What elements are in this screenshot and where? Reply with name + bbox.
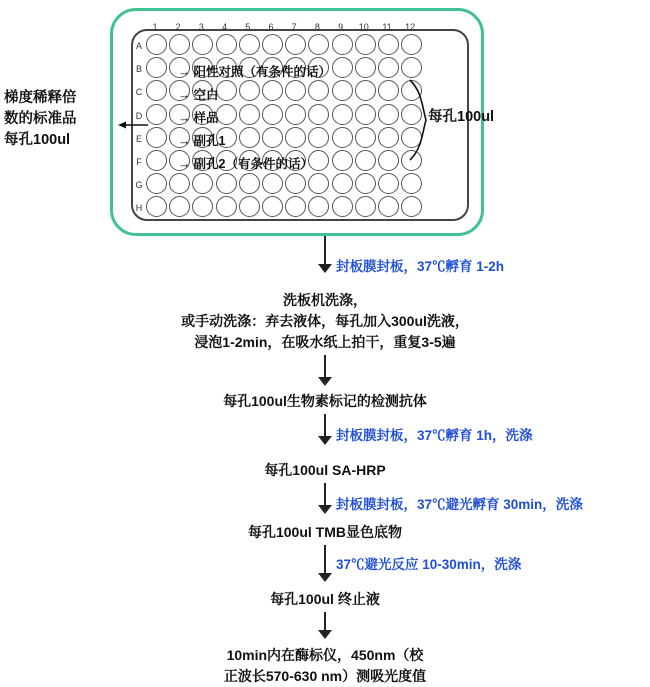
arrow-icon: → [178,111,191,125]
flow-arrow-icon [318,377,332,386]
plate-well [378,196,399,217]
plate-well [216,34,237,55]
plate-well [355,104,376,125]
plate-well [216,196,237,217]
plate-row-label: H [135,203,143,214]
plate-well [378,57,399,78]
flow-step-wash [0,290,650,353]
arrow-icon: → [178,88,191,102]
flow-step-read-absorbance-line-1: 10min内在酶标仪，450nm（校 [226,647,424,663]
plate-row-label: F [136,157,142,167]
flow-step-wash-line-1: 洗板机洗涤， [283,292,367,308]
flow-step-detection-antibody-line-1: 每孔100ul生物素标记的检测抗体 [223,393,427,409]
plate-well [332,173,353,194]
arrow-icon: → [178,65,191,79]
standards-arrow-icon [118,120,148,130]
plate-well [262,127,283,148]
standards-label-line-2: 数的标准品 [4,111,77,128]
plate-well [146,104,167,125]
plate-well [378,80,399,101]
plate-well [355,80,376,101]
plate-well [308,196,329,217]
plate-well [355,150,376,171]
plate-well [308,173,329,194]
plate-well [285,34,306,55]
plate-well [285,173,306,194]
plate-well [262,34,283,55]
plate-column-label: 8 [314,22,320,32]
flow-step-sa-hrp [0,460,650,481]
plate-well [355,34,376,55]
flow-arrow-icon [318,505,332,514]
plate-annotation-label: 副孔1 [193,134,226,148]
plate-column-label: 11 [382,22,392,32]
plate-well [401,196,422,217]
arrow-icon: → [178,134,191,148]
plate-well [308,34,329,55]
plate-well [285,104,306,125]
plate-well [192,34,213,55]
flow-arrow-icon [318,264,332,273]
flow-step-stop-solution [0,589,650,610]
standards-label-line-1: 梯度稀释倍 [4,90,77,106]
plate-well [355,127,376,148]
plate-well [146,80,167,101]
flow-step-read-absorbance [0,645,650,687]
plate-well [378,173,399,194]
arrow-icon: → [178,157,191,171]
plate-well [239,196,260,217]
plate-annotation-label: 样品 [193,111,219,125]
plate-well [308,104,329,125]
plate-well [239,127,260,148]
plate-well [378,127,399,148]
plate-well [262,80,283,101]
plate-well [401,34,422,55]
plate-well [192,196,213,217]
plate-well [355,173,376,194]
plate-well [308,80,329,101]
plate-annotation-blank [178,85,219,103]
plate-well [355,57,376,78]
flow-arrow-icon [318,573,332,582]
plate-well [332,34,353,55]
flow-step-detection-antibody [0,391,650,412]
flow-note-dark-reaction: 37℃避光反应 10-30min，洗涤 [336,557,522,572]
plate-column-label: 3 [198,22,204,32]
flow-step-wash-line-3: 浸泡1-2min，在吸水纸上拍干，重复3-5遍 [194,334,456,350]
flow-step-tmb [0,522,650,543]
plate-well [216,173,237,194]
flow-connector [324,414,326,436]
plate-well [146,34,167,55]
plate-well [262,104,283,125]
plate-column-label: 10 [358,22,369,32]
plate-volume-label: 每孔100ul [428,109,495,125]
plate-row-label: G [135,180,143,191]
plate-well [308,127,329,148]
flow-step-stop-solution-line-1: 每孔100ul 终止液 [270,591,380,607]
plate-column-label: 7 [291,22,297,32]
plate-well [146,127,167,148]
plate-annotation-replicate-1 [178,131,225,149]
plate-well [239,34,260,55]
plate-column-labels [150,22,430,34]
standards-label-line-3: 每孔100ul [4,132,71,149]
plate-column-label: 1 [152,22,158,32]
plate-well [169,173,190,194]
plate-well [332,104,353,125]
flow-step-sa-hrp-line-1: 每孔100ul SA-HRP [264,462,386,478]
plate-well [285,127,306,148]
flow-step-tmb-line-1: 每孔100ul TMB显色底物 [247,524,402,540]
flow-note-incubate-2: 封板膜封板，37℃孵育 1h，洗涤 [336,428,533,443]
plate-column-label: 6 [268,22,274,32]
plate-well [285,196,306,217]
plate-annotation-label: 阳性对照（有条件的话） [193,65,332,79]
plate-column-label: 5 [245,22,251,32]
plate-well [146,150,167,171]
plate-column-label: 9 [338,22,344,32]
plate-well [146,196,167,217]
plate-well [239,104,260,125]
plate-well [332,150,353,171]
plate-well [401,57,422,78]
flow-arrow-icon [318,436,332,445]
flow-connector [324,483,326,505]
plate-well [169,196,190,217]
plate-well [169,34,190,55]
plate-annotation-label: 副孔2（有条件的话） [193,157,313,171]
plate-well [192,173,213,194]
plate-well [239,173,260,194]
plate-row-label: A [135,41,142,51]
plate-row-labels [133,36,145,226]
flow-note-incubate-1: 封板膜封板，37℃孵育 1-2h [336,259,505,274]
plate-annotation-label: 空白 [193,88,219,102]
plate-row-label: D [135,110,143,121]
plate-row-label: C [135,87,143,98]
plate-well [146,57,167,78]
plate-well [239,80,260,101]
flow-connector [324,236,326,264]
plate-well [262,173,283,194]
flow-note-incubate-3: 封板膜封板，37℃避光孵育 30min，洗涤 [336,497,583,512]
plate-well [332,57,353,78]
flow-arrow-icon [318,630,332,639]
plate-well [262,196,283,217]
plate-column-label: 2 [175,22,181,32]
plate-row-label: B [135,64,142,75]
plate-column-label: 4 [222,22,228,32]
plate-well [401,173,422,194]
plate-well [378,150,399,171]
flow-connector [324,545,326,573]
plate-well [146,173,167,194]
plate-well [378,34,399,55]
flow-connector [324,612,326,630]
plate-annotation-positive-control [178,62,331,80]
plate-well [285,80,306,101]
plate-well [332,127,353,148]
flow-step-read-absorbance-line-2: 正波长570-630 nm）测吸光度值 [223,668,427,684]
flow-step-wash-line-2: 或手动洗涤：弃去液体，每孔加入300ul洗液， [181,313,469,329]
plate-row-label: E [135,133,142,144]
standards-label [4,88,120,151]
plate-well [332,196,353,217]
plate-well [332,80,353,101]
flow-connector [324,355,326,377]
plate-column-label: 12 [405,22,416,32]
plate-well [355,196,376,217]
plate-well [378,104,399,125]
plate-annotation-sample [178,108,219,126]
plate-annotation-replicate-2 [178,154,313,172]
